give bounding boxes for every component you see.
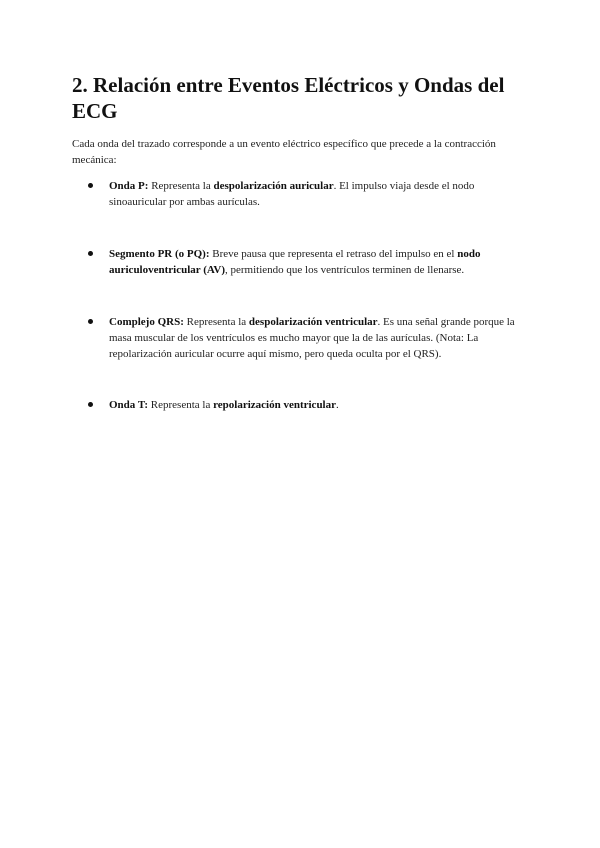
list-item-text xyxy=(109,178,522,210)
text-segment: . xyxy=(336,399,339,411)
text-segment: . Es una señal grande porque la masa muscular de los ventrículos es mucho mayor que la de las aurículas. (Nota: La repolarización auricular ocurre aquí mismo, pero queda oculta por el QRS). xyxy=(109,316,515,360)
text-segment: . El impulso viaja desde el nodo sinoauricular por ambas aurículas. xyxy=(109,180,475,208)
section-heading: 2. Relación entre Eventos Eléctricos y Ondas del ECG xyxy=(72,73,505,123)
text-segment: , permitiendo que los ventrículos terminen de llenarse. xyxy=(225,264,465,276)
bullet-dot-icon xyxy=(88,402,93,407)
text-segment: Breve pausa que representa el retraso del impulso en el xyxy=(209,248,458,260)
bold-term: despolarización auricular xyxy=(213,180,334,192)
bullet-dot-icon xyxy=(88,183,93,188)
term-label: Onda P: xyxy=(109,180,149,192)
text-segment: Representa la xyxy=(148,180,214,192)
list-item-text xyxy=(109,397,522,413)
list-item-onda-t xyxy=(90,397,522,413)
term-label: Segmento PR (o PQ): xyxy=(109,248,210,260)
text-segment: Representa la xyxy=(148,399,214,411)
list-item-complejo-qrs xyxy=(90,314,522,362)
term-label: Onda T: xyxy=(109,399,149,411)
bold-term: repolarización ventricular xyxy=(213,399,337,411)
bullet-dot-icon xyxy=(88,319,93,324)
bold-term: nodo auriculoventricular (AV) xyxy=(109,248,481,276)
list-item-text xyxy=(109,314,522,362)
bullet-dot-icon xyxy=(88,251,93,256)
term-label: Complejo QRS: xyxy=(109,316,184,328)
intro-paragraph: Cada onda del trazado corresponde a un evento eléctrico específico que precede a la contracción mecánica: xyxy=(72,138,496,166)
list-item-segmento-pr xyxy=(90,246,522,278)
list-item-text xyxy=(109,246,522,278)
bold-term: despolarización ventricular xyxy=(248,316,378,328)
text-segment: Representa la xyxy=(183,316,249,328)
list-item-onda-p xyxy=(90,178,522,210)
